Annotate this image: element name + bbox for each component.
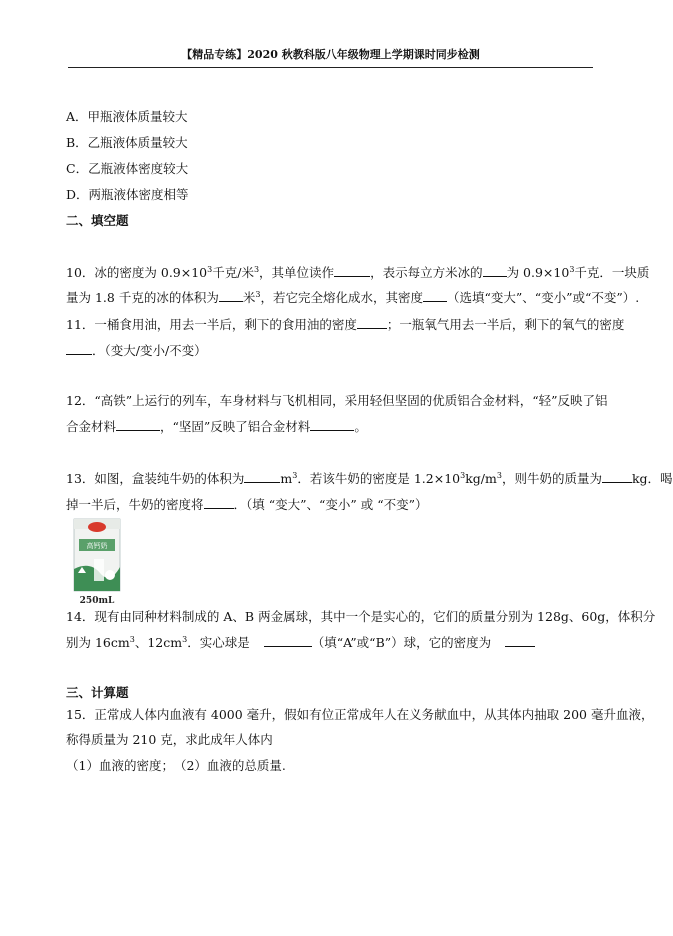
q13-blank-3[interactable] [204,496,234,509]
q11-line1: 11．一桶食用油，用去一半后，剩下的食用油的密度 ；一瓶氧气用去一半后，剩下的氧气的密度 [66,317,625,332]
q10-blank-4[interactable] [423,289,447,302]
option-b: B．乙瓶液体质量较大 [66,135,188,150]
milk-carton-image [70,517,124,605]
q10-blank-1[interactable] [334,264,370,277]
q15-line2: 称得质量为 210 克，求此成年人体内 [66,732,273,747]
q14-line1: 14．现有由同种材料制成的 A、B 两金属球，其中一个是实心的，它们的质量分别为 128g、60g，体积分 [66,609,656,624]
q11-line2: ．（变大/变小/不变） [66,342,601,360]
q13-line1: 13．如图，盒装纯牛奶的体积为 $m^3$．若该牛奶的密度是 $1.2\times 10^3kg/m^3$，则牛奶的质量为 kg．喝 [66,471,673,486]
q10-line2: 量为 1.8 千克的冰的体积为 米$^3$，若它完全熔化成水，其密度 （选填“变大”、“变小”或“不变”）. [66,290,640,305]
q10-line1: 10．冰的密度为 $0.9\times 10^3$千克/米$^3$，其单位读作 ，表示每立方米冰的 为 $0.9\times 10^3$千克．一块质 [66,265,650,280]
milk-brand-text: 高钙奶 [86,542,108,550]
q11-blank-1[interactable] [357,316,387,329]
q12-line1: 12．“高铁”上运行的列车，车身材料与飞机相同，采用轻但坚固的优质铝合金材料，“轻”反映了铝 [66,393,608,408]
q13-line2: 掉一半后，牛奶的密度将 ．（填 “变大”、“变小” 或 “不变”） [66,497,428,512]
q14-blank-2[interactable] [505,634,535,647]
q11-blank-2[interactable] [66,342,92,355]
q13-blank-1[interactable] [244,470,280,483]
milk-volume-caption: 250mL [79,596,115,606]
page-header: 【精品专练】2020 秋教科版八年级物理上学期课时同步检测 [68,46,593,68]
q15-line3: （1）血液的密度； （2）血液的总质量. [66,758,286,773]
q10-blank-2[interactable] [483,264,507,277]
option-c: C．乙瓶液体密度较大 [66,161,189,176]
q13-blank-2[interactable] [602,470,632,483]
q12-line2: 合金材料 ，“坚固”反映了铝合金材料 。 [66,419,367,434]
option-a: A．甲瓶液体质量较大 [66,109,188,124]
q14-line2: 别为 $16cm^3$、$12cm^3$．实心球是 （填“A”或“B”）球，它的密度为 [66,634,601,652]
q14-blank-1[interactable] [264,634,312,647]
q12-blank-1[interactable] [116,418,160,431]
q12-blank-2[interactable] [310,418,354,431]
q15-line1: 15．正常成人体内血液有 4000 毫升，假如有位正常成年人在义务献血中，从其体内抽取 200 毫升血液， [66,707,654,722]
section-fill-heading: 二、填空题 [66,213,129,228]
option-d: D．两瓶液体密度相等 [66,187,189,202]
section-calc-heading: 三、计算题 [66,685,129,700]
q10-blank-3[interactable] [219,289,243,302]
